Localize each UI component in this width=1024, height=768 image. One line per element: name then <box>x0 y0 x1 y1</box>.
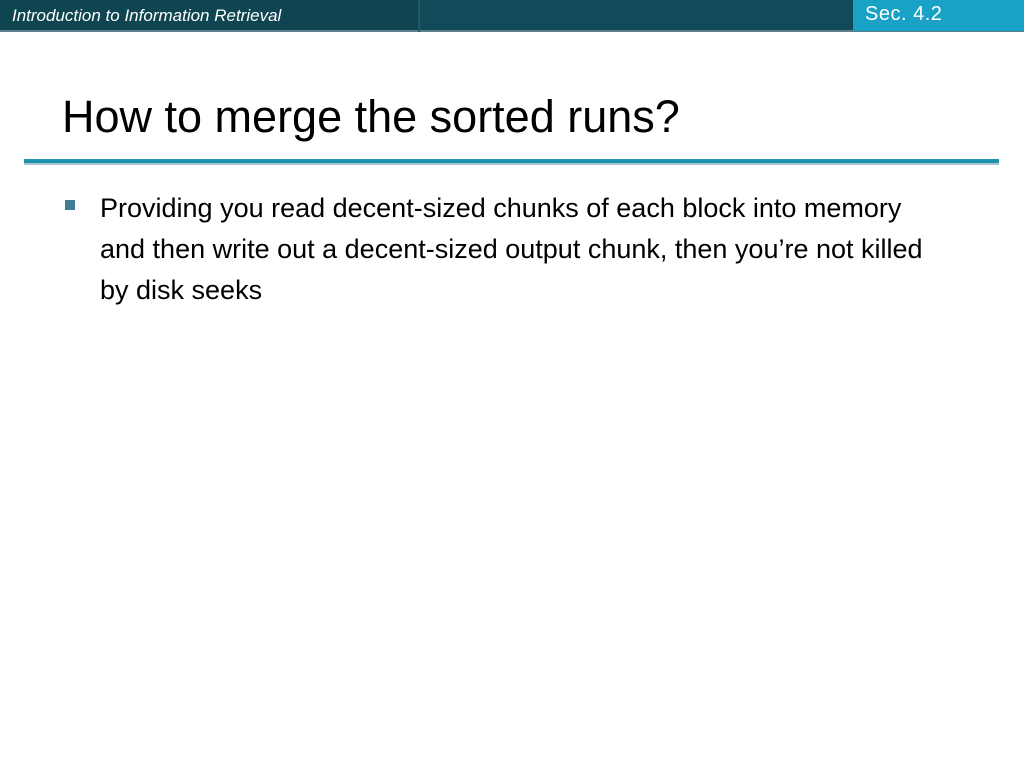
bullet-item <box>62 188 942 311</box>
slide-title: How to merge the sorted runs? <box>62 91 680 142</box>
header-divider <box>418 0 420 32</box>
square-bullet-icon <box>65 200 75 210</box>
course-title: Introduction to Information Retrieval <box>12 6 282 25</box>
bullet-text: Providing you read decent-sized chunks of each block into memory and then write out a decent-sized output chunk, then you’re not killed by disk seeks <box>100 193 923 305</box>
section-badge <box>853 0 1024 31</box>
header-bar <box>0 0 1024 32</box>
course-title-panel <box>0 0 418 30</box>
title-underline-shadow <box>24 163 999 165</box>
bullet-list <box>62 188 942 311</box>
section-label: Sec. 4.2 <box>865 3 943 25</box>
